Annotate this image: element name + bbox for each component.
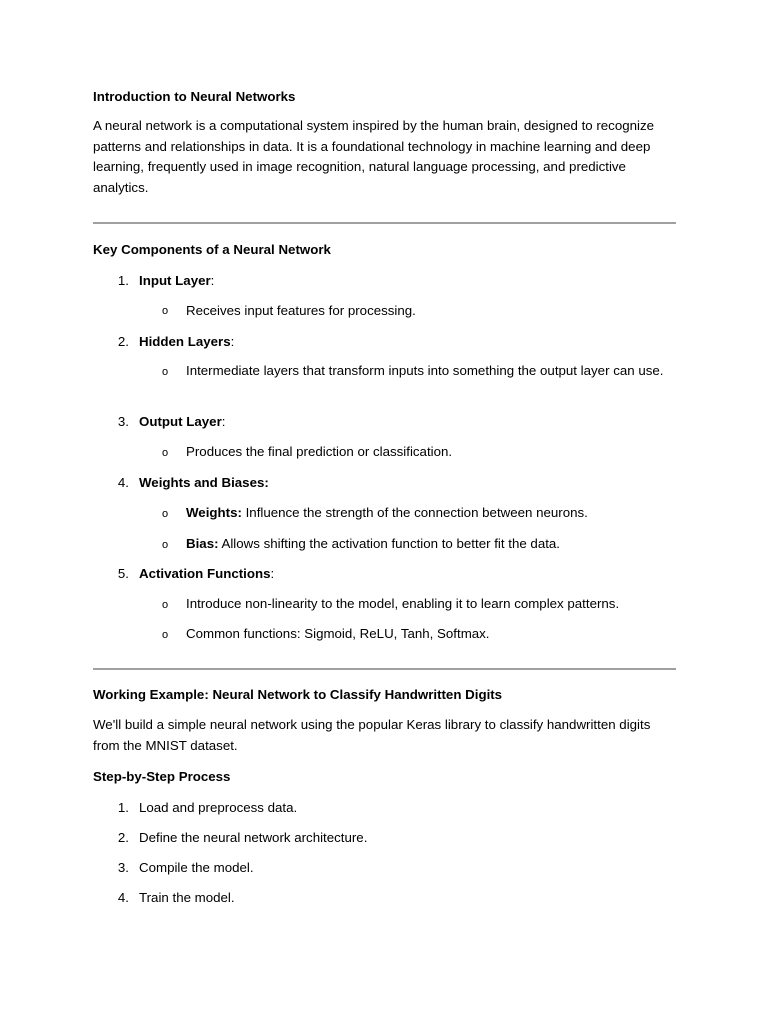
step-number: 4.: [117, 890, 129, 905]
list-number: 2.: [117, 334, 129, 349]
section-divider: [93, 222, 676, 224]
sub-item: Produces the final prediction or classification.: [186, 444, 453, 459]
list-number: 4.: [117, 475, 129, 490]
sub-item: Weights: Influence the strength of the connection between neurons.: [186, 505, 588, 520]
bullet-icon: o: [162, 539, 169, 551]
sub-item: Introduce non-linearity to the model, enabling it to learn complex patterns.: [186, 596, 620, 611]
item-label: Activation Functions: [139, 566, 271, 581]
list-number: 3.: [117, 414, 129, 429]
sub-item: Intermediate layers that transform inputs into something the output layer can use.: [186, 363, 664, 378]
bullet-icon: o: [162, 508, 169, 520]
section-divider: [93, 668, 676, 670]
step-item: Compile the model.: [139, 860, 254, 875]
list-item-input-layer: [139, 273, 214, 289]
sub-item: Bias: Allows shifting the activation function to better fit the data.: [186, 536, 561, 551]
intro-paragraph: A neural network is a computational system inspired by the human brain, designed to recognize patterns and relationships in data. It is a foundational technology in machine learning and deep learning, frequently used in image recognition, natural language processing, and predictive analytics.: [93, 118, 655, 195]
item-label: Output Layer: [139, 414, 222, 429]
list-item-hidden-layers: [139, 334, 234, 350]
list-item-activation-functions: [139, 566, 274, 582]
step-number: 3.: [117, 860, 129, 875]
step-number: 2.: [117, 830, 129, 845]
list-number: 1.: [117, 273, 129, 288]
item-label: Hidden Layers: [139, 334, 231, 349]
components-heading: Key Components of a Neural Network: [93, 242, 331, 257]
bullet-icon: o: [162, 447, 169, 459]
item-label: Weights and Biases:: [139, 475, 269, 490]
sub-item: Common functions: Sigmoid, ReLU, Tanh, Softmax.: [186, 626, 490, 641]
item-suffix: :: [270, 566, 275, 581]
step-item: Load and preprocess data.: [139, 800, 298, 815]
step-item: Define the neural network architecture.: [139, 830, 368, 845]
step-number: 1.: [117, 800, 129, 815]
bullet-icon: o: [162, 629, 169, 641]
example-heading: Working Example: Neural Network to Classify Handwritten Digits: [93, 687, 503, 702]
step-item: Train the model.: [139, 890, 235, 905]
item-label: Input Layer: [139, 273, 211, 288]
list-item-output-layer: [139, 414, 225, 430]
bullet-icon: o: [162, 366, 169, 378]
list-item-weights-biases: [139, 475, 269, 491]
item-suffix: :: [221, 414, 226, 429]
sub-item: Receives input features for processing.: [186, 303, 416, 318]
process-heading: Step-by-Step Process: [93, 769, 231, 784]
bullet-icon: o: [162, 599, 169, 611]
example-paragraph: We'll build a simple neural network using the popular Keras library to classify handwritten digits from the MNIST dataset.: [93, 717, 651, 753]
list-number: 5.: [117, 566, 129, 581]
item-suffix: :: [230, 334, 235, 349]
intro-heading: Introduction to Neural Networks: [93, 89, 296, 104]
item-suffix: :: [210, 273, 215, 288]
bullet-icon: o: [162, 305, 169, 317]
